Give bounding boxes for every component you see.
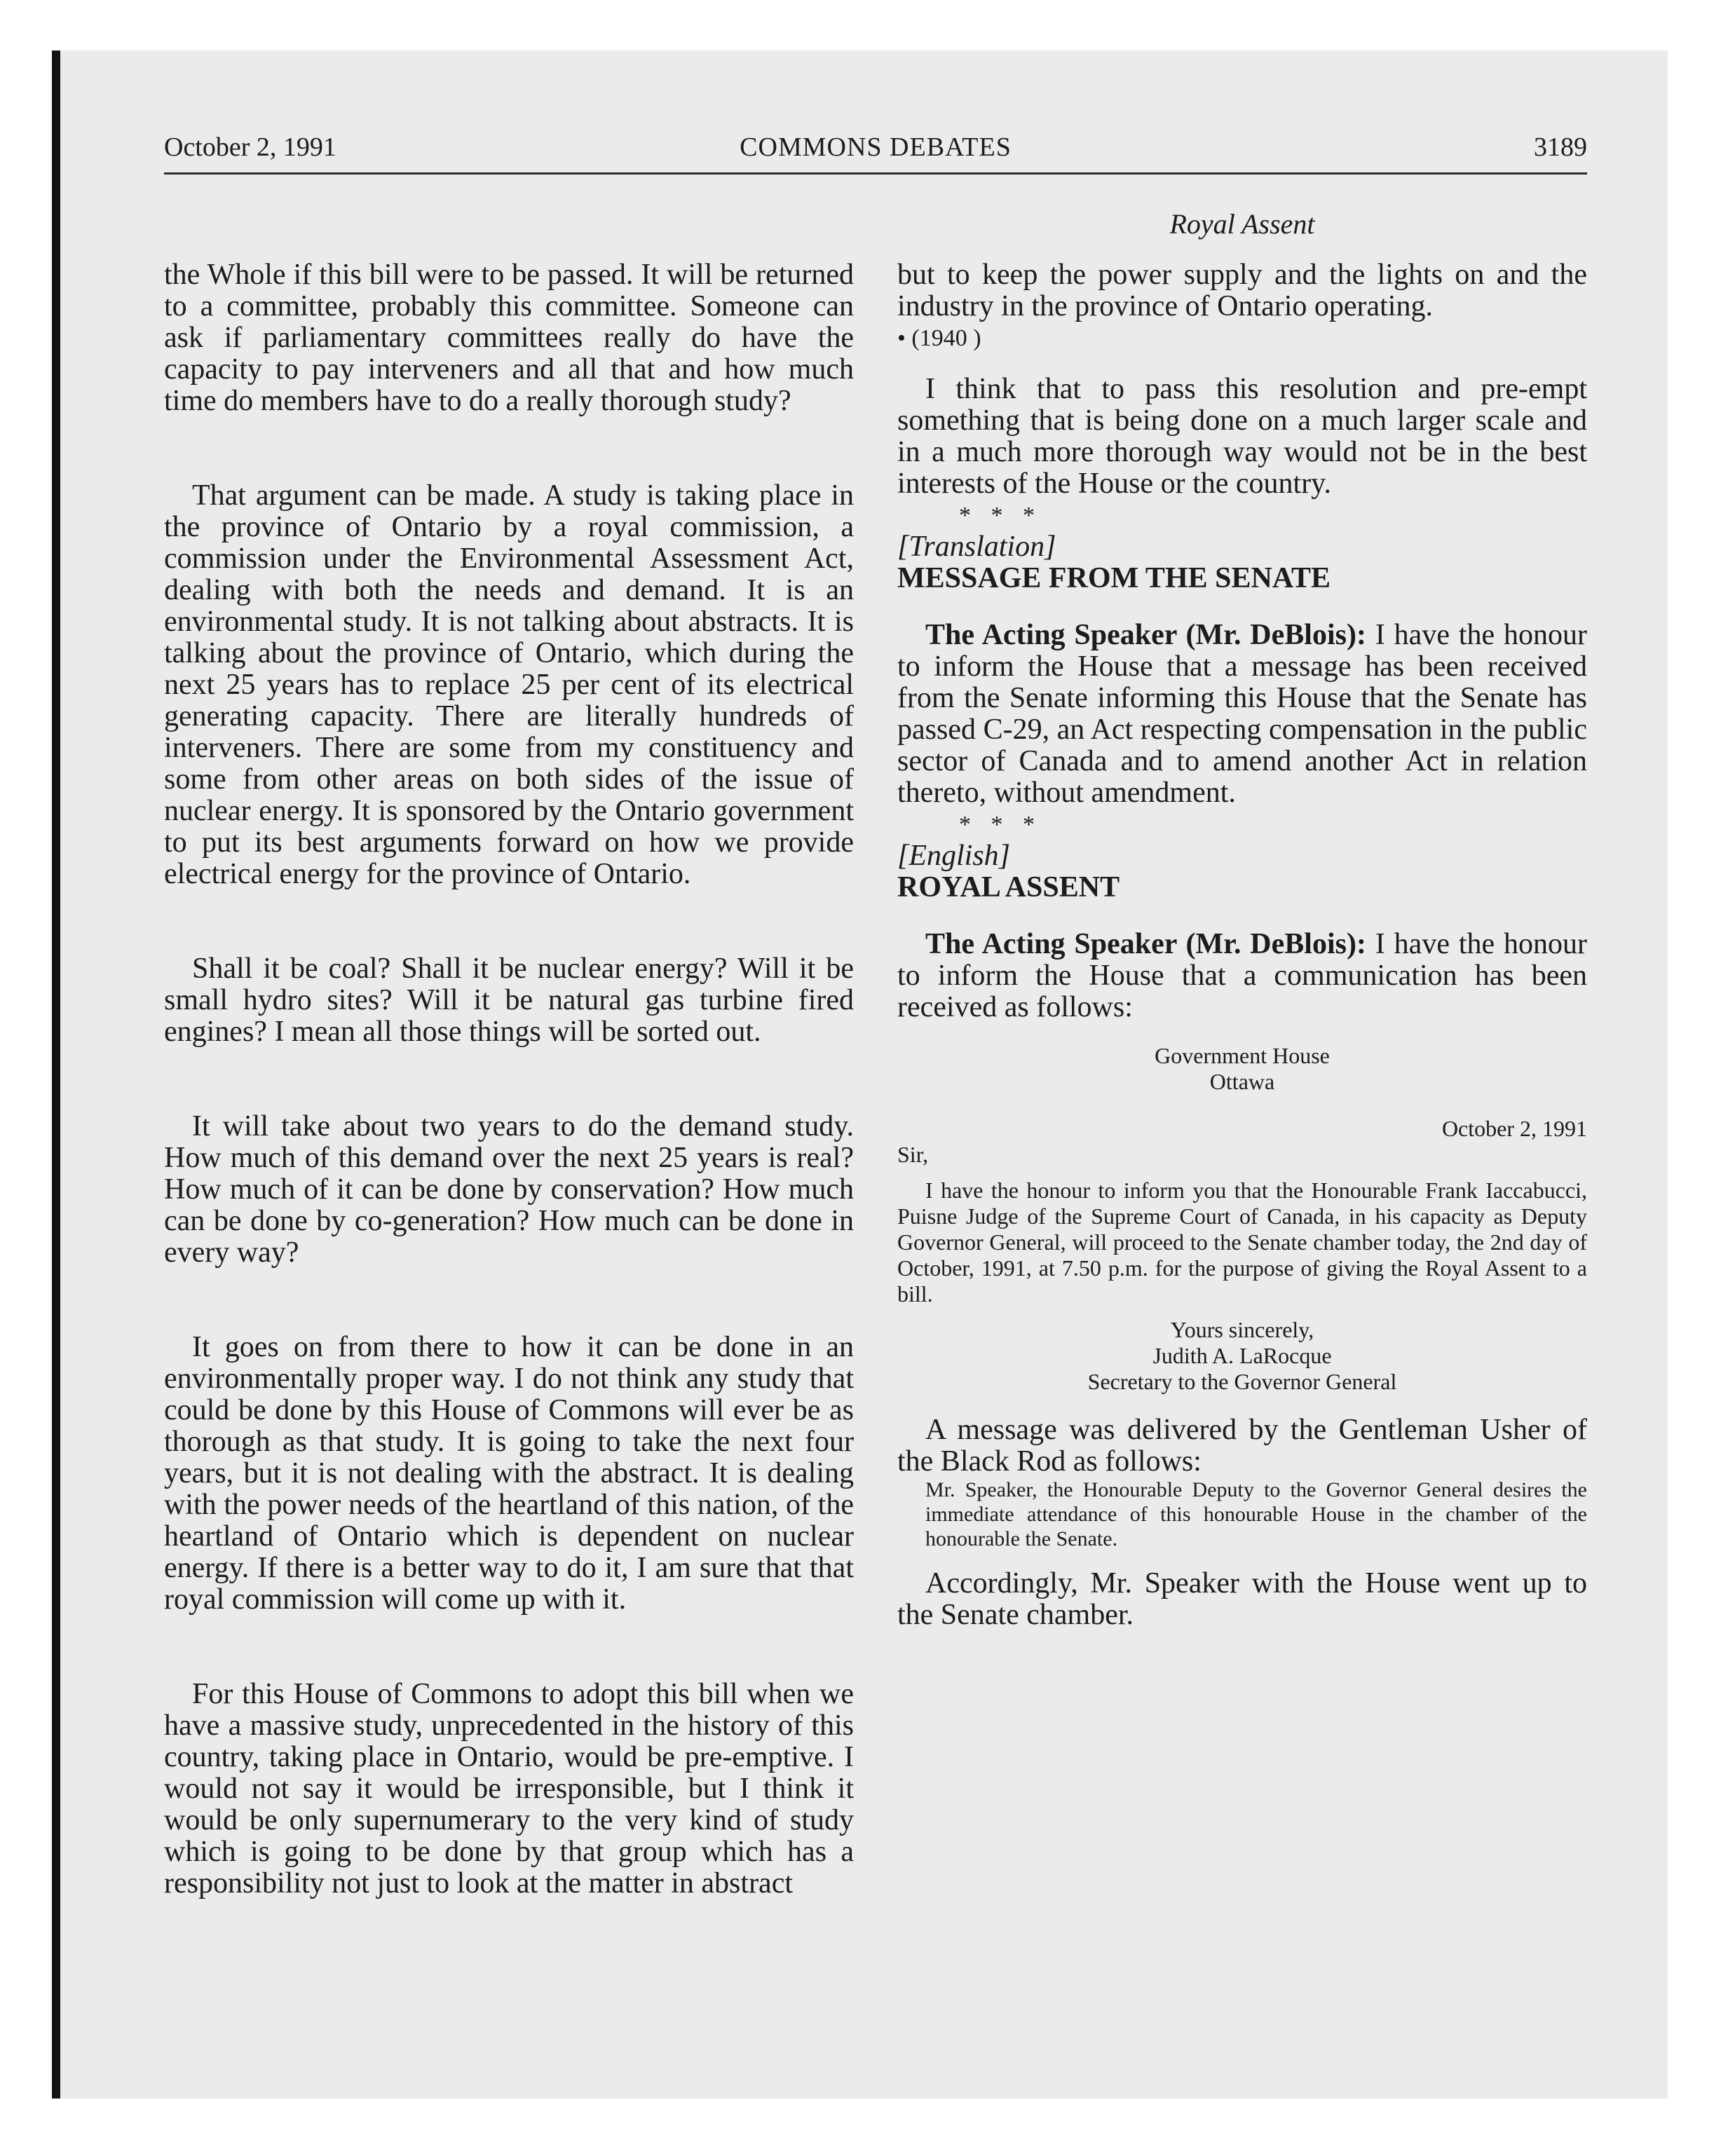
letter xyxy=(897,1043,1587,1395)
time-marker: • (1940 ) xyxy=(897,325,981,351)
paragraph: Shall it be coal? Shall it be nuclear energy? Will it be small hydro sites? Will it be natural gas turbine fired engines? I mean all those things will be sorted out. xyxy=(164,953,854,1048)
paragraph: Accordingly, Mr. Speaker with the House went up to the Senate chamber. xyxy=(897,1567,1587,1631)
section-separator: * * * xyxy=(959,812,1042,838)
paragraph: the Whole if this bill were to be passed. It will be returned to a committee, probably this committee. Someone can ask if parliamentary committees really do have the capacity to pay interveners and all that and how much time do members have to do a really thorough study? xyxy=(164,259,854,417)
paragraph xyxy=(897,620,1587,809)
paragraph: That argument can be made. A study is taking place in the province of Ontario by a royal commission, a commission under the Environmental Assessment Act, dealing with both the needs and demand. It is an environmental study. It is not talking about abstracts. It is talking about the province of Ontario, which during the next 25 years has to replace 25 per cent of its electrical generating capacity. There are literally hundreds of interveners. There are some from my constituency and some from other areas on both sides of the issue of nuclear energy. It is sponsored by the Ontario government to put its best arguments forward on how we provide electrical energy for the province of Ontario. xyxy=(164,479,854,890)
paragraph: For this House of Commons to adopt this bill when we have a massive study, unprecedented in the history of this country, taking place in Ontario, would be pre-emptive. I would not say it would be irresponsible, but I think it would be only supernumerary to the very kind of study which is going to be done by that group which has a responsibility not just to look at the matter in abstract xyxy=(164,1678,854,1899)
paragraph xyxy=(897,929,1587,1023)
speech-text: I have the honour to inform the House that a message has been received from the Senate informing this House that the Senate has passed C-29, an Act respecting compensation in the public sector of Canada and to amend another Act in relation thereto, without amendment. xyxy=(897,619,1587,809)
english-tag: [English] xyxy=(897,840,1011,872)
letter-salutation: Sir, xyxy=(897,1142,929,1167)
right-column xyxy=(897,259,1587,1631)
letter-signer: Judith A. LaRocque xyxy=(1152,1343,1332,1368)
usher-message: Mr. Speaker, the Honourable Deputy to the Governor General desires the immediate attendance of this honourable House in the chamber of the honourable the Senate. xyxy=(925,1478,1587,1550)
letter-signer-title: Secretary to the Governor General xyxy=(1087,1369,1397,1394)
page-header xyxy=(164,126,1587,175)
paragraph: I think that to pass this resolution and pre-empt something that is being done on a much larger scale and in a much more thorough way would not be in the best interests of the House or the country. xyxy=(897,373,1587,500)
letter-closing: Yours sincerely, xyxy=(1170,1317,1314,1342)
letter-city: Ottawa xyxy=(1209,1069,1275,1094)
header-title: COMMONS DEBATES xyxy=(740,132,1012,162)
speech-text: I have the honour to inform the House that a communication has been received as follows: xyxy=(897,928,1587,1023)
paragraph: It goes on from there to how it can be done in an environmentally proper way. I do not think any study that could be done by this House of Commons will ever be as thorough as that study. It is going to take the next four years, but it is not dealing with the abstract. It is dealing with the power needs of the heartland of this nation, of the heartland of Ontario which is dependent on nuclear energy. If there is a better way to do it, I am sure that that royal commission will come up with it. xyxy=(164,1331,854,1616)
paragraph: but to keep the power supply and the lights on and the industry in the province of Ontario operating. xyxy=(897,259,1587,322)
section-heading: ROYAL ASSENT xyxy=(897,871,1120,903)
left-column xyxy=(164,259,854,1899)
speaker-label: The Acting Speaker (Mr. DeBlois): xyxy=(925,619,1366,651)
paragraph: It will take about two years to do the demand study. How much of this demand over the next 25 years is real? How much of it can be done by conservation? How much can be done by co-generation? How much can be done in every way? xyxy=(164,1110,854,1269)
paragraph: A message was delivered by the Gentleman Usher of the Black Rod as follows: xyxy=(897,1414,1587,1478)
scan-edge xyxy=(52,50,60,2099)
speaker-label: The Acting Speaker (Mr. DeBlois): xyxy=(925,928,1366,960)
header-date: October 2, 1991 xyxy=(164,132,336,162)
page-number: 3189 xyxy=(1534,132,1587,162)
section-separator: * * * xyxy=(959,503,1042,528)
section-heading: MESSAGE FROM THE SENATE xyxy=(897,562,1331,594)
letter-date: October 2, 1991 xyxy=(1441,1116,1587,1141)
letter-place: Government House xyxy=(1155,1043,1330,1068)
translation-tag: [Translation] xyxy=(897,531,1056,563)
letter-body: I have the honour to inform you that the Honourable Frank Iaccabucci, Puisne Judge of the Supreme Court of Canada, in his capacity as Deputy Governor General, will proceed to the Senate chamber today, the 2nd day of October, 1991, at 7.50 p.m. for the purpose of giving the Royal Assent to a bill. xyxy=(897,1178,1587,1306)
running-head: Royal Assent xyxy=(1169,208,1315,240)
